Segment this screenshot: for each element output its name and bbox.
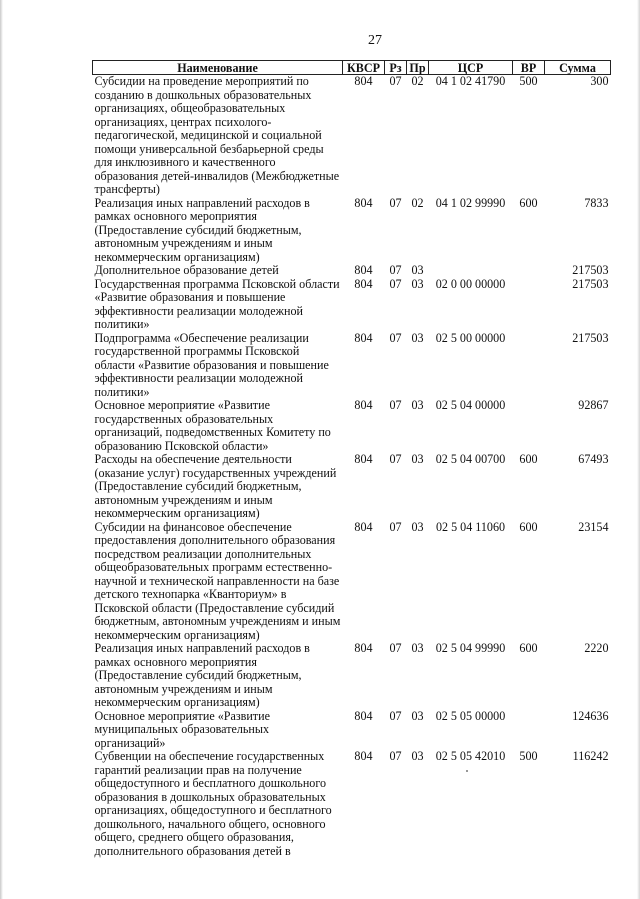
cell-name: Расходы на обеспечение деятельности (оказание услуг) государственных учреждений (Предоставление субсидий бюджетным, автономным учреждениям и иным некоммерческим организациям) <box>94 452 337 520</box>
cell-pr: 02 <box>411 74 424 88</box>
cell-name: Основное мероприятие «Развитие муниципальных образовательных организаций» <box>94 708 270 750</box>
cell-csr: 02 5 05 00000 <box>435 708 506 723</box>
cell-kvsr: 804 <box>354 276 373 291</box>
cell-name: Реализация иных направлений расходов в рамках основного мероприятия (Предоставление субсидий бюджетным, автономным учреждениям и иным некоммерческим организациям) <box>94 641 310 709</box>
cell-csr: 02 5 00 00000 <box>435 330 506 345</box>
table-row <box>93 750 611 858</box>
cell-name: Субвенции на обеспечение государственных гарантий реализации прав на получение общедоступного и бесплатного дошкольного образования в дошкольных образовательных организациях, общедоступного и бесплатного дошкольного, начального общего, основного общего, среднего общего образования, дополнительного образования детей в <box>94 749 332 858</box>
cell-name: Субсидии на проведение мероприятий по созданию в дошкольных образовательных организациях, общеобразовательных организациях, центрах психолого-педагогической, медицинской и социальной помощи универсальной безбарьерной среды для инклюзивного и качественного образования детей-инвалидов (Межбюджетные трансферты) <box>94 74 340 196</box>
table-row <box>93 521 611 643</box>
cell-rz: 07 <box>389 708 402 723</box>
cell-vr <box>513 710 545 751</box>
cell-rz: 07 <box>389 749 402 763</box>
cell-rz: 07 <box>389 330 402 345</box>
cell-kvsr: 804 <box>354 263 373 277</box>
cell-sum: 217503 <box>572 330 609 345</box>
table-row <box>93 278 611 332</box>
cell-pr: 03 <box>411 641 424 655</box>
header-name: Наименование <box>93 61 343 75</box>
cell-pr: 03 <box>411 330 424 345</box>
cell-pr: 03 <box>411 749 424 763</box>
header-rz: Рз <box>385 61 407 75</box>
cell-rz: 07 <box>389 195 402 210</box>
cell-csr: 02 5 04 99990 <box>435 641 506 655</box>
cell-vr: 500 <box>519 74 538 88</box>
header-pr: Пр <box>407 61 429 75</box>
cell-rz: 07 <box>389 263 402 277</box>
cell-csr: 02 5 04 00000 <box>435 398 506 412</box>
cell-sum: 300 <box>590 74 609 88</box>
cell-pr: 03 <box>411 398 424 412</box>
cell-kvsr: 804 <box>354 452 373 466</box>
table-row <box>93 710 611 751</box>
cell-csr: 04 1 02 99990 <box>435 195 506 210</box>
cell-vr: 500 <box>519 749 538 763</box>
cell-sum: 67493 <box>578 452 609 466</box>
cell-pr: 02 <box>411 195 424 210</box>
cell-vr <box>513 332 545 400</box>
cell-pr: 03 <box>411 519 424 534</box>
cell-name: Подпрограмма «Обеспечение реализации государственной программы Псковской области «Развитие образования и повышение эффективности реализации молодежной политики» <box>94 330 329 399</box>
cell-name: Государственная программа Псковской области «Развитие образования и повышение эффективности реализации молодежной политики» <box>94 276 340 331</box>
cell-pr: 03 <box>411 276 424 291</box>
cell-vr <box>513 278 545 332</box>
cell-sum: 217503 <box>572 276 609 291</box>
cell-sum: 23154 <box>578 519 609 534</box>
cell-rz: 07 <box>389 276 402 291</box>
cell-vr: 600 <box>519 519 538 534</box>
scan-speck <box>466 770 468 772</box>
cell-kvsr: 804 <box>354 398 373 412</box>
cell-kvsr: 804 <box>354 330 373 345</box>
header-vr: ВР <box>513 61 545 75</box>
table-body <box>93 75 611 859</box>
table-row <box>93 453 611 521</box>
cell-vr: 600 <box>519 452 538 466</box>
cell-rz: 07 <box>389 641 402 655</box>
table-row <box>93 197 611 265</box>
cell-csr: 02 5 04 00700 <box>435 452 506 466</box>
cell-sum: 92867 <box>578 398 609 412</box>
table-header-row <box>93 61 611 75</box>
page-number: 27 <box>368 33 382 48</box>
table-row <box>93 75 611 197</box>
cell-name: Дополнительное образование детей <box>94 263 279 277</box>
cell-rz: 07 <box>389 74 402 88</box>
cell-kvsr: 804 <box>354 641 373 655</box>
cell-vr <box>513 399 545 453</box>
cell-csr: 02 5 04 11060 <box>435 519 506 534</box>
cell-sum: 124636 <box>572 708 609 723</box>
header-kvsr: КВСР <box>343 61 385 75</box>
header-sum: Сумма <box>545 61 611 75</box>
cell-kvsr: 804 <box>354 519 373 534</box>
scan-edge-left <box>0 0 3 899</box>
cell-vr: 600 <box>519 641 538 655</box>
cell-rz: 07 <box>389 398 402 412</box>
cell-vr <box>513 264 545 278</box>
header-csr: ЦСР <box>429 61 513 75</box>
cell-sum: 116242 <box>572 749 609 763</box>
cell-kvsr: 804 <box>354 708 373 723</box>
cell-csr: 04 1 02 41790 <box>435 74 506 88</box>
budget-table <box>92 60 611 858</box>
cell-pr: 03 <box>411 263 424 277</box>
cell-rz: 07 <box>389 452 402 466</box>
table-row <box>93 332 611 400</box>
cell-vr: 600 <box>519 195 538 210</box>
cell-kvsr: 804 <box>354 195 373 210</box>
cell-csr: 02 0 00 00000 <box>435 276 506 291</box>
cell-csr: 02 5 05 42010 <box>435 749 506 763</box>
cell-name: Субсидии на финансовое обеспечение предоставления дополнительного образования посредством реализации дополнительных общеобразовательных программ естественно-научной и технической направленности на базе детского технопарка «Кванториум» в Псковской области (Предоставление субсидий бюджетным, автономным учреждениям и иным некоммерческим организациям) <box>94 519 341 642</box>
cell-name: Реализация иных направлений расходов в рамках основного мероприятия (Предоставление субсидий бюджетным, автономным учреждениям и иным некоммерческим организациям) <box>94 195 310 264</box>
cell-csr <box>429 264 513 278</box>
cell-kvsr: 804 <box>354 749 373 763</box>
cell-sum: 7833 <box>584 195 609 210</box>
table-row <box>93 264 611 278</box>
cell-pr: 03 <box>411 452 424 466</box>
cell-pr: 03 <box>411 708 424 723</box>
cell-sum: 217503 <box>572 263 609 277</box>
cell-kvsr: 804 <box>354 74 373 88</box>
table-row <box>93 399 611 453</box>
table-row <box>93 642 611 710</box>
cell-rz: 07 <box>389 519 402 534</box>
cell-sum: 2220 <box>584 641 609 655</box>
cell-name: Основное мероприятие «Развитие государственных образовательных организаций, подведомственных Комитету по образованию Псковской области» <box>94 398 331 453</box>
